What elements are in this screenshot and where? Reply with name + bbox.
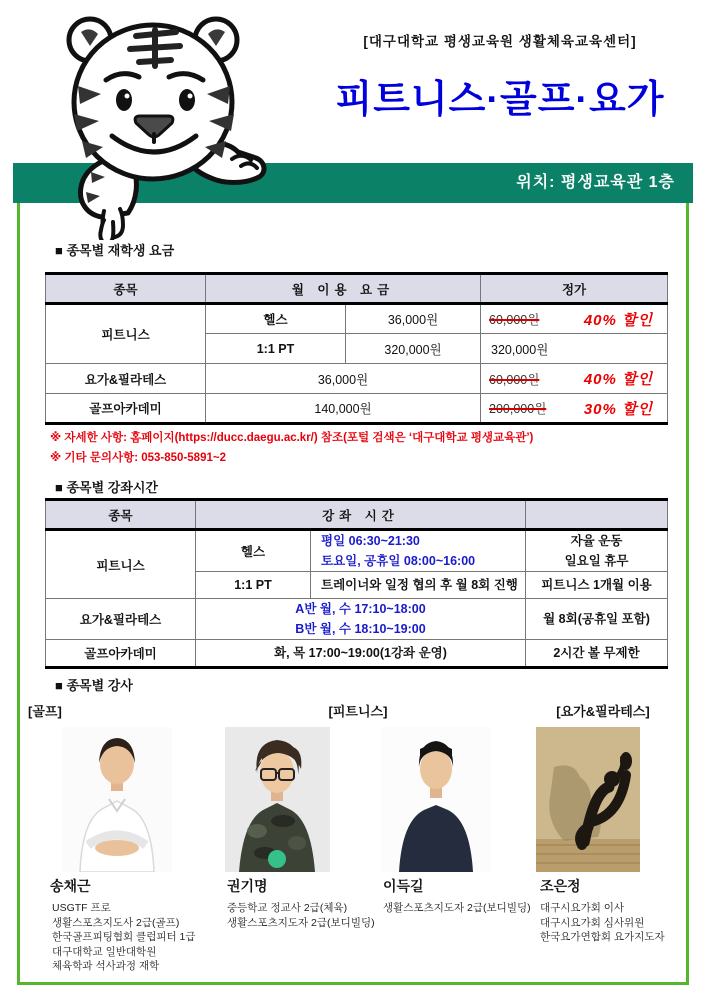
- pricing-col-monthly: 월 이용 요금: [206, 274, 481, 304]
- page-title: 피트니스·골프·요가: [335, 79, 665, 121]
- instructor-photo-song-chae-geun: [62, 727, 172, 872]
- pricing-col-list: 정가: [481, 274, 668, 304]
- pricing-yoga-price: 36,000원: [206, 364, 481, 394]
- pricing-health-price: 36,000원: [346, 304, 481, 334]
- pricing-item-golf: 골프아카데미: [46, 394, 206, 424]
- schedule-pt-note: 피트니스 1개월 이용: [526, 572, 668, 599]
- bio-line: 한국요가연합회 요가지도자: [540, 931, 665, 943]
- schedule-item-fitness: 피트니스: [46, 530, 196, 599]
- schedule-yoga-time-cell: [196, 599, 526, 640]
- schedule-item-golf: 골프아카데미: [46, 640, 196, 668]
- schedule-table: [45, 498, 668, 669]
- bio-line: 생활스포츠지도자 2급(보디빌딩): [227, 916, 375, 929]
- schedule-sub-pt: 1:1 PT: [196, 572, 311, 599]
- pricing-header-row: [46, 274, 668, 304]
- instructor-photo-kwon-gi-myeong: [225, 727, 330, 872]
- schedule-yoga-time-2: B반 월, 수 18:10~19:00: [295, 622, 426, 636]
- pricing-health-discount: 40% 할인: [583, 311, 654, 329]
- pricing-table: [45, 272, 668, 425]
- bio-line: 대구대학교 일반대학원: [52, 945, 157, 958]
- pricing-row-golf: [46, 394, 668, 424]
- pricing-pt-list-price: 320,000원: [481, 334, 668, 364]
- note-contact: ※ 기타 문의사항: 053-850-5891~2: [50, 452, 226, 464]
- pricing-yoga-list-cell: [481, 364, 668, 394]
- schedule-yoga-note: 월 8회(공휴일 포함): [526, 599, 668, 640]
- instructor-name: 이득길: [383, 878, 424, 894]
- pricing-row-health: [46, 304, 668, 334]
- instructor-name: 조은정: [540, 878, 581, 894]
- portrait-golf-instructor-icon: [62, 727, 172, 872]
- pricing-golf-list-price: 200,000원: [489, 402, 547, 416]
- instructor-bio: [52, 901, 196, 974]
- schedule-yoga-time-1: A반 월, 수 17:10~18:00: [295, 602, 426, 616]
- bio-line: USGTF 프로: [52, 902, 111, 914]
- schedule-row-health: [46, 530, 668, 572]
- portrait-fitness-instructor-1-icon: [225, 727, 330, 872]
- schedule-pt-time: 트레이너와 일정 협의 후 월 8회 진행: [311, 572, 526, 599]
- instructor-photo-lee-deuk-gil: [382, 727, 490, 872]
- portrait-yoga-instructor-icon: [536, 727, 640, 872]
- note-website: ※ 자세한 사항: 홈페이지(https://ducc.daegu.ac.kr/) 참조(포털 검색은 ‘대구대학교 평생교육관’): [50, 432, 534, 444]
- bio-line: 대구시요가회 심사위원: [540, 916, 645, 929]
- schedule-health-time-2: 토요일, 공휴일 08:00~16:00: [321, 554, 476, 568]
- pricing-col-item: 종목: [46, 274, 206, 304]
- pricing-item-fitness: 피트니스: [46, 304, 206, 364]
- pricing-health-list-price: 60,000원: [489, 313, 540, 327]
- portrait-fitness-instructor-2-icon: [382, 727, 490, 872]
- bio-line: 대구시요가회 이사: [540, 902, 625, 914]
- pricing-pt-price: 320,000원: [346, 334, 481, 364]
- schedule-golf-note: 2시간 볼 무제한: [526, 640, 668, 668]
- bio-line: 생활스포츠지도자 2급(보디빌딩): [383, 902, 531, 914]
- pricing-golf-discount: 30% 할인: [583, 400, 654, 418]
- schedule-row-yoga: [46, 599, 668, 640]
- pricing-item-yoga: 요가&필라테스: [46, 364, 206, 394]
- instructors-section-title: ■ 종목별 강사: [55, 678, 133, 693]
- pricing-health-list-cell: [481, 304, 668, 334]
- location-text: 위치: 평생교육관 1층: [516, 174, 675, 191]
- instructor-name: 송채근: [50, 878, 91, 894]
- schedule-health-time-cell: [311, 530, 526, 572]
- pricing-sub-pt: 1:1 PT: [206, 334, 346, 364]
- category-label-yoga: [요가&필라테스]: [556, 704, 650, 719]
- instructor-bio: [227, 901, 375, 930]
- schedule-sub-health: 헬스: [196, 530, 311, 572]
- schedule-col-blank: [526, 500, 668, 530]
- schedule-col-item: 종목: [46, 500, 196, 530]
- org-label: [대구대학교 평생교육원 생활체육교육센터]: [363, 34, 637, 49]
- schedule-golf-time: 화, 목 17:00~19:00(1강좌 운영): [196, 640, 526, 668]
- pricing-row-yoga: [46, 364, 668, 394]
- instructor-name: 권기명: [227, 878, 268, 894]
- pricing-golf-list-cell: [481, 394, 668, 424]
- pricing-golf-price: 140,000원: [206, 394, 481, 424]
- instructor-photo-jo-eun-jeong: [536, 727, 640, 872]
- bio-line: 체육학과 석사과정 재학: [52, 960, 160, 972]
- pricing-section-title: ■ 종목별 재학생 요금: [55, 243, 175, 258]
- instructor-bio: [383, 901, 531, 916]
- tiger-mascot-illustration: [36, 6, 274, 240]
- pricing-yoga-list-price: 60,000원: [489, 372, 540, 387]
- bio-line: 중등학교 정교사 2급(체육): [227, 902, 348, 914]
- category-label-fitness: [피트니스]: [328, 704, 388, 719]
- schedule-row-golf: [46, 640, 668, 668]
- pricing-sub-health: 헬스: [206, 304, 346, 334]
- schedule-section-title: ■ 종목별 강좌시간: [55, 480, 158, 495]
- bio-line: 한국골프피팅협회 클럽피터 1급: [52, 931, 196, 943]
- schedule-health-time-1: 평일 06:30~21:30: [321, 534, 420, 548]
- instructor-bio: [540, 901, 665, 945]
- tiger-icon: [36, 6, 274, 240]
- schedule-header-row: [46, 500, 668, 530]
- schedule-col-time: 강좌 시간: [196, 500, 526, 530]
- schedule-health-note-1: 자율 운동: [570, 534, 623, 548]
- schedule-health-note-cell: [526, 530, 668, 572]
- bio-line: 생활스포츠지도사 2급(골프): [52, 916, 180, 929]
- category-label-golf: [골프]: [28, 704, 62, 719]
- pricing-yoga-discount: 40% 할인: [583, 371, 654, 388]
- schedule-item-yoga: 요가&필라테스: [46, 599, 196, 640]
- schedule-health-note-2: 일요일 휴무: [564, 554, 629, 568]
